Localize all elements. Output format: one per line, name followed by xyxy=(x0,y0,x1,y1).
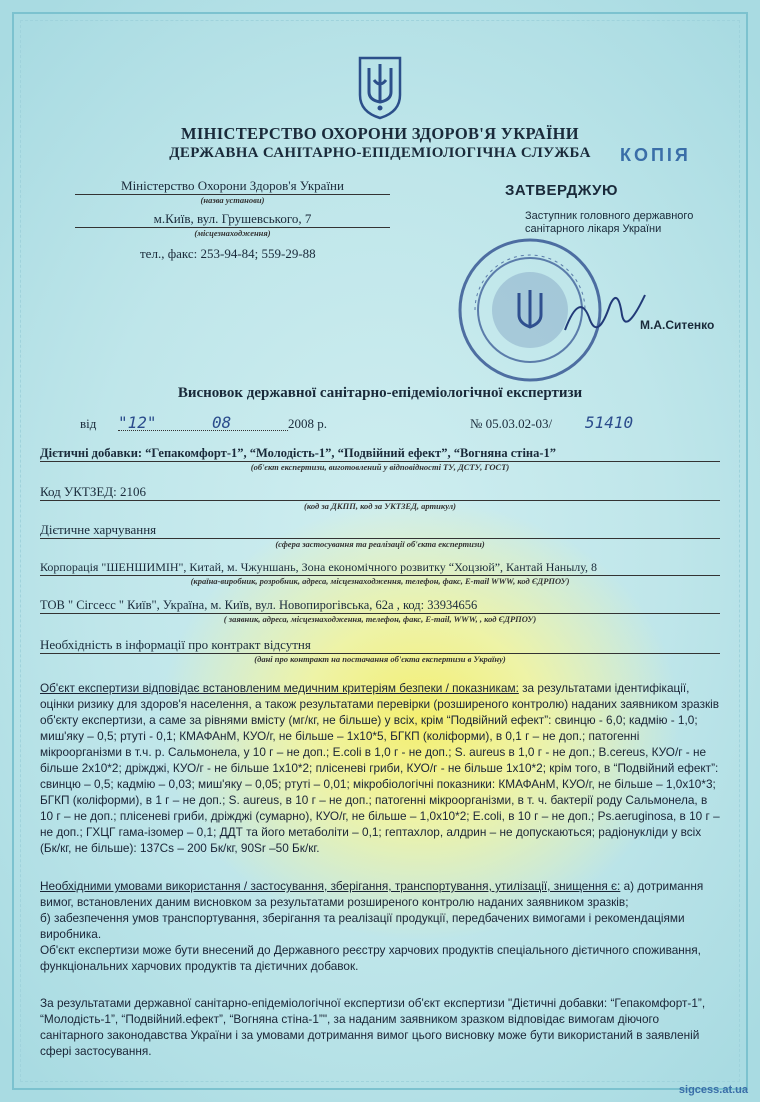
code-caption: (код за ДКПП, код за УКТЗЕД, артикул) xyxy=(304,501,456,511)
field-applicant xyxy=(40,598,720,624)
criteria-paragraph xyxy=(40,680,720,856)
number-handwritten: 51410 xyxy=(585,413,634,432)
document-title: Висновок державної санітарно-епідеміологічної експертизи xyxy=(177,385,583,401)
institution-name-block xyxy=(75,178,390,205)
approval-position: Заступник головного державного санітарного лікаря України xyxy=(525,210,694,235)
applicant-caption: ( заявник, адреса, місцезнаходження, телефон, факс, E-mail, WWW, , код ЄДРПОУ) xyxy=(223,614,537,624)
scope-caption: (сфера застосування та реалізації об'єкта експертизи) xyxy=(275,539,485,549)
institution-address: м.Київ, вул. Грушевського, 7 xyxy=(75,211,390,228)
date-underline xyxy=(118,430,288,431)
institution-address-block xyxy=(75,211,390,238)
field-object xyxy=(40,446,720,472)
contract-value: Необхідність в інформації про контракт відсутня xyxy=(40,637,720,654)
institution-name: Міністерство Охорони Здоров'я України xyxy=(75,178,390,195)
field-code xyxy=(40,484,720,511)
ministry-heading: МІНІСТЕРСТВО ОХОРОНИ ЗДОРОВ'Я УКРАЇНИ xyxy=(181,124,579,143)
field-contract xyxy=(40,637,720,664)
code-value: Код УКТЗЕД: 2106 xyxy=(40,484,720,501)
conclusion-paragraph xyxy=(40,995,720,1059)
applicant-value: ТОВ " Сігсесс " Київ", Україна, м. Київ, вул. Новопирогівська, 62а , код: 33934656 xyxy=(40,598,720,614)
date-prefix: від xyxy=(80,416,97,431)
trident-emblem-icon xyxy=(355,50,405,120)
institution-address-caption: (місцезнаходження) xyxy=(194,228,271,238)
producer-caption: (країна-виробник, розробник, адреса, місцезнаходження, телефон, факс, E-mail WWW, код ЄДРПОУ) xyxy=(190,576,570,586)
producer-value: Корпорація "ШЕНШИМІН", Китай, м. Чжуншань, Зона економічного розвитку “Хоцзюй”, Кантай Нанылу, 8 xyxy=(40,560,720,576)
institution-name-caption: (назва установи) xyxy=(200,195,265,205)
date-month: 08 xyxy=(212,413,232,432)
date-year: 2008 р. xyxy=(288,416,327,431)
object-value: Дієтичні добавки: “Гепакомфорт-1”, “Молодість-1”, “Подвійний ефект”, “Вогняна стіна-1” xyxy=(40,446,720,462)
criteria-lead: Об'єкт експертизи відповідає встановленим медичним критеріям безпеки / показникам: xyxy=(40,681,519,695)
conditions-b: б) забезпечення умов транспортування, зберігання та реалізації продукції, передбачених вимогами і рекомендаціями виробника. xyxy=(40,911,685,941)
criteria-text: за результатами ідентифікації, оцінки ризику для здоров'я населення, а також результатами перевірки (розширеного контролю) наданих заявником зразків об'єкту експертизи, а саме за рівнями вмісту (мг/кг, не більше) у всіх, крім “Подвійний ефект”: свинцю - 6,0; кадмію - 1,0; миш'яку – 0,5; ртуті - 0,1; КМАФАнМ, КУО/г, не більше – 1х10*5, БГКП (коліформи), в 0,1 г – не доп.; патогенні мікроорганізми в т.ч. р. Сальмонела, у 10 г – не доп.; E.coli в 1,0 г - не доп.; S. aureus в 1,0 г - не доп.; B.cereus, КУО/г - не більше 2х10*2; дріжджі, КУО/г - не більше 1х10*2; плісеневі гриби, КУО/г - не більше 1х10*2; крім того, в “Подвійний ефект”: свинцю – 0,5; кадмію – 0,03; миш'яку – 0,05; ртуті – 0,01; мікробіологічні показники: КМАФАнМ, КУО/г, не більше – 1,0х10*3; БГКП (коліформи), в 1 г – не доп.; S. aureus, в 10 г – не доп.; патогенні мікроорганізми, в т. ч. бактерії роду Сальмонела, в 10 г – не доп.; плісеневі гриби, дріжджі (сумарно), КУО/г, не більше – 1,0х10*2; E.coli, в 10 г – не доп.; Ps.aeruginosa, в 10 г – не доп.; ГХЦГ гама-ізомер – 0,1; ДДТ та його метаболіти – 0,1; гептахлор, алдрин – не допускаються; радіонукліди у всіх (Бк/кг, не більше): 137Cs – 200 Бк/кг, 90Sr –50 Бк/кг. xyxy=(40,681,720,855)
field-scope xyxy=(40,522,720,549)
institution-phone: тел., факс: 253-94-84; 559-29-88 xyxy=(140,246,316,261)
conclusion-text: За результатами державної санітарно-епідеміологічної експертизи об'єкт експертизи "Дієтичні добавки: “Гепакомфорт-1”, “Молодість-1”, “Подвійний.ефект”, “Вогняна стіна-1”", за наданим заявником зразком відповідає вимогам діючого санітарного законодавства України і за умовами дотримання вимог цього висновку може бути використаний в заявленій сфері застосування. xyxy=(40,996,706,1058)
service-heading: ДЕРЖАВНА САНІТАРНО-ЕПІДЕМІОЛОГІЧНА СЛУЖБА xyxy=(169,145,591,161)
registry-text: Об'єкт експертизи може бути внесений до Державного реєстру харчових продуктів спеціального дієтичного споживання, функціональних харчових продуктів та дієтичних добавок. xyxy=(40,943,701,973)
contract-caption: (дані про контракт на постачання об'єкта експертизи в Україну) xyxy=(254,654,506,664)
approval-signer: М.А.Ситенко xyxy=(640,318,715,332)
website-watermark: sigcess.at.ua xyxy=(678,1084,748,1096)
copy-stamp: КОПІЯ xyxy=(620,145,691,165)
number-prefix: № 05.03.02-03/ xyxy=(470,416,553,431)
signature-icon xyxy=(560,285,650,345)
field-producer xyxy=(40,560,720,586)
approval-title: ЗАТВЕРДЖУЮ xyxy=(505,182,618,199)
object-caption: (об'єкт експертизи, виготовлений у відповідності ТУ, ДСТУ, ГОСТ) xyxy=(250,462,510,472)
conditions-lead: Необхідними умовами використання / застосування, зберігання, транспортування, утилізації, знищення є: xyxy=(40,879,621,893)
conditions-a: а) дотримання вимог, встановлених даним висновком за результатами розширеного контролю наданих заявником зразків; xyxy=(40,879,704,909)
date-day: "12" xyxy=(118,413,157,432)
conditions-paragraph xyxy=(40,878,720,974)
scope-value: Дієтичне харчування xyxy=(40,522,720,539)
